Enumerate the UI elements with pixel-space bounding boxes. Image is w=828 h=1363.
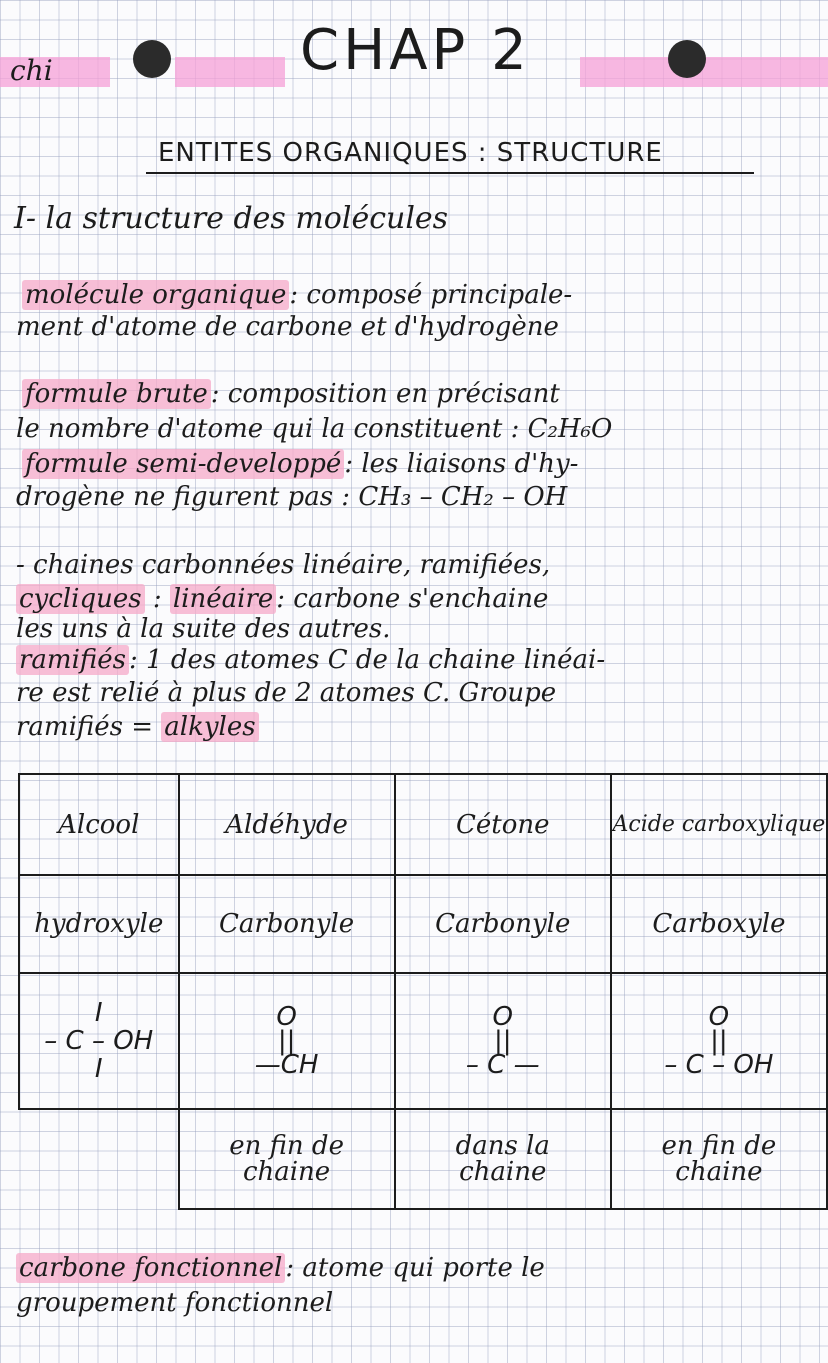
cell-group: Carboxyle [611,875,827,973]
formula-top: O [276,1002,297,1032]
def-text: : 1 des atomes C de la chaine linéai- [128,645,606,675]
section-heading: I- la structure des molécules [14,201,449,236]
term-formule-semi-developpe: formule semi-developpé [22,449,344,479]
cell-family: Acide carboxylique [611,774,827,875]
def-text: : composition en précisant [210,379,560,409]
formula-top: O [708,1002,730,1032]
cell-formula [19,973,179,1109]
term-carbone-fonctionnel: carbone fonctionnel [16,1253,285,1283]
punch-hole-left [133,40,171,78]
page-subtitle: ENTITES ORGANIQUES : STRUCTURE [158,138,663,168]
formula-bot: – C — [465,1050,540,1080]
cell-group: Carbonyle [179,875,395,973]
def-brute-line2: le nombre d'atome qui la constituent : C₂H₆O [16,414,613,444]
cell-group: hydroxyle [19,875,179,973]
table-row-groups [19,875,827,973]
header-highlight-mid [175,57,285,87]
chain-line3: les uns à la suite des autres. [16,614,391,644]
formula-top: I [94,998,103,1028]
term-cycliques: cycliques [16,584,145,614]
def-molecule-line2: ment d'atome de carbone et d'hydrogène [16,312,559,342]
chain-line4 [16,645,605,675]
cell-group: Carbonyle [395,875,611,973]
def-semi-line1 [22,449,578,479]
cell-family: Alcool [19,774,179,875]
colon: : [144,584,170,614]
formula-mid: || [710,1026,728,1056]
table-row-positions [19,1109,827,1209]
chain-line1: - chaines carbonnées linéaire, ramifiées, [16,550,551,580]
subtitle-underline [146,172,754,174]
table-row-formulas [19,973,827,1109]
cell-position: dans la chaine [395,1109,611,1209]
term-ramifies: ramifiés [16,645,129,675]
formula-mid: || [493,1026,512,1056]
def-text: : les liaisons d'hy- [344,449,579,479]
subject-label: chi [10,54,53,87]
def-semi-line2: drogène ne figurent pas : CH₃ – CH₂ – OH [16,482,568,512]
def-text: : carbone s'enchaine [276,584,549,614]
term-lineaire: linéaire [170,584,276,614]
def-text: : composé principale- [289,280,573,310]
formula-mid: – C – OH [44,1026,154,1056]
def-molecule-line1 [22,280,572,310]
def-brute-line1 [22,379,560,409]
table-row-families [19,774,827,875]
cell-position-empty [19,1109,179,1209]
formula-top: O [492,1002,513,1032]
cell-formula [179,973,395,1109]
footer-line2: groupement fonctionnel [16,1288,334,1318]
formula-bot: —CH [254,1050,319,1080]
cell-formula [395,973,611,1109]
cell-formula [611,973,827,1109]
def-text: : atome qui porte le [285,1253,545,1283]
functional-groups-table [18,773,828,1210]
cell-position: en fin de chaine [179,1109,395,1209]
formula-bot: I [94,1054,103,1084]
term-alkyles: alkyles [161,712,258,742]
footer-line1 [16,1253,545,1283]
cell-family: Aldéhyde [179,774,395,875]
punch-hole-right [668,40,706,78]
chain-line6 [16,712,259,742]
def-text: ramifiés = [16,712,154,742]
chain-line2 [16,584,548,614]
term-formule-brute: formule brute [22,379,211,409]
term-molecule-organique: molécule organique [22,280,289,310]
chain-line5: re est relié à plus de 2 atomes C. Groupe [16,678,557,708]
formula-mid: || [277,1026,296,1056]
formula-bot: – C – OH [664,1050,774,1080]
cell-position: en fin de chaine [611,1109,827,1209]
chapter-title: CHAP 2 [300,18,531,83]
cell-family: Cétone [395,774,611,875]
